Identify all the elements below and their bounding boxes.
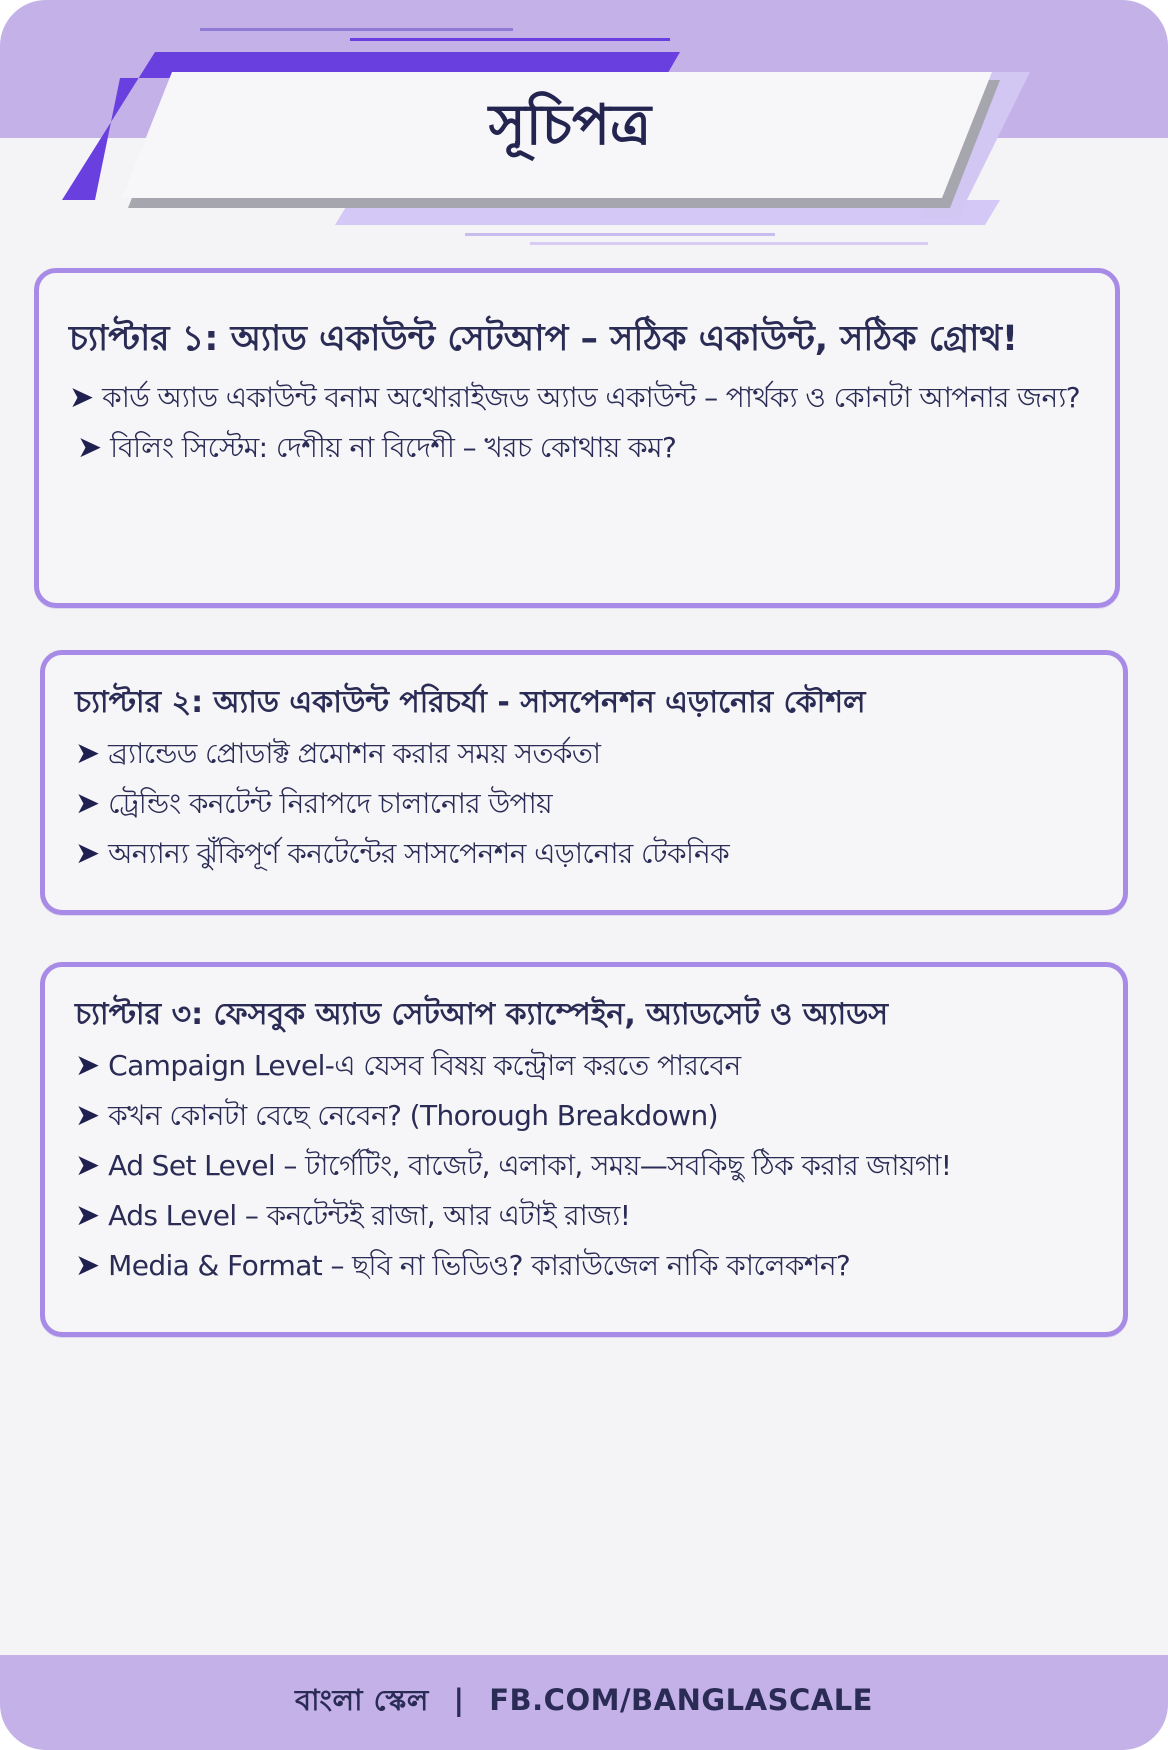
chapter-3-item-3-text: Ad Set Level – টার্গেটিং, বাজেট, এলাকা, সময়—সবকিছু ঠিক করার জায়গা! — [108, 1149, 952, 1182]
chapter-2-item-1 — [75, 729, 1093, 779]
arrow-bullet-icon: ➤ — [75, 1098, 101, 1133]
arrow-bullet-icon: ➤ — [75, 1248, 101, 1283]
chapter-2-card — [40, 650, 1128, 915]
chapter-2-item-1-text: ব্র্যান্ডেড প্রোডাক্ট প্রমোশন করার সময় সতর্কতা — [108, 737, 601, 770]
decor-line — [350, 38, 670, 41]
arrow-bullet-icon: ➤ — [75, 836, 101, 871]
page-title: সূচিপত্র — [488, 93, 652, 158]
chapter-3-item-5-text: Media & Format – ছবি না ভিডিও? কারাউজেল নাকি কালেকশন? — [108, 1249, 851, 1282]
chapter-2-heading: চ্যাপ্টার ২: অ্যাড একাউন্ট পরিচর্যা - সাসপেনশন এড়ানোর কৌশল — [75, 685, 866, 720]
chapter-2-item-3 — [75, 829, 1093, 879]
decor-line — [200, 28, 513, 31]
chapter-3-item-1-text: Campaign Level-এ যেসব বিষয় কন্ট্রোল করতে পারবেন — [108, 1049, 741, 1082]
chapter-3-card — [40, 962, 1128, 1337]
chapter-3-item-3 — [75, 1141, 1093, 1191]
chapter-2-item-2 — [75, 779, 1093, 829]
chapter-3-heading: চ্যাপ্টার ৩: ফেসবুক অ্যাড সেটআপ ক্যাম্পেইন, অ্যাডসেট ও অ্যাডস — [75, 997, 889, 1032]
chapter-3-item-4 — [75, 1191, 1093, 1241]
chapter-3-item-2 — [75, 1091, 1093, 1141]
footer-separator: | — [453, 1683, 465, 1717]
arrow-bullet-icon: ➤ — [75, 1198, 101, 1233]
chapter-1-item-2 — [69, 423, 1085, 473]
arrow-bullet-icon: ➤ — [75, 786, 101, 821]
chapter-1-item-1 — [69, 373, 1085, 423]
chapter-1-card — [34, 268, 1120, 608]
footer-link[interactable]: FB.COM/BANGLASCALE — [489, 1683, 873, 1717]
chapter-3-item-2-text: কখন কোনটা বেছে নেবেন? (Thorough Breakdown) — [108, 1099, 718, 1132]
chapter-3-item-5 — [75, 1241, 1093, 1291]
chapter-2-item-3-text: অন্যান্য ঝুঁকিপূর্ণ কনটেন্টের সাসপেনশন এড়ানোর টেকনিক — [108, 837, 730, 870]
arrow-bullet-icon: ➤ — [75, 1148, 101, 1183]
arrow-bullet-icon: ➤ — [75, 736, 101, 771]
chapter-1-item-1-text: কার্ড অ্যাড একাউন্ট বনাম অথোরাইজড অ্যাড একাউন্ট – পার্থক্য ও কোনটা আপনার জন্য? — [102, 381, 1080, 414]
decor-line — [530, 242, 928, 245]
arrow-bullet-icon: ➤ — [75, 1048, 101, 1083]
arrow-bullet-icon: ➤ — [69, 380, 95, 415]
footer-band — [0, 1655, 1168, 1750]
footer — [295, 1678, 873, 1727]
arrow-bullet-icon: ➤ — [77, 430, 103, 465]
chapter-1-item-2-text: বিলিং সিস্টেম: দেশীয় না বিদেশী – খরচ কোথায় কম? — [110, 431, 677, 464]
chapter-2-item-2-text: ট্রেন্ডিং কনটেন্ট নিরাপদে চালানোর উপায় — [108, 787, 552, 820]
chapter-3-item-1 — [75, 1041, 1093, 1091]
chapter-1-heading: চ্যাপ্টার ১: অ্যাড একাউন্ট সেটআপ – সঠিক একাউন্ট, সঠিক গ্রোথ! — [69, 319, 1018, 359]
footer-brand: বাংলা স্কেল — [295, 1683, 429, 1717]
decor-line — [465, 233, 775, 236]
chapter-3-item-4-text: Ads Level – কনটেন্টই রাজা, আর এটাই রাজ্য! — [108, 1199, 631, 1232]
